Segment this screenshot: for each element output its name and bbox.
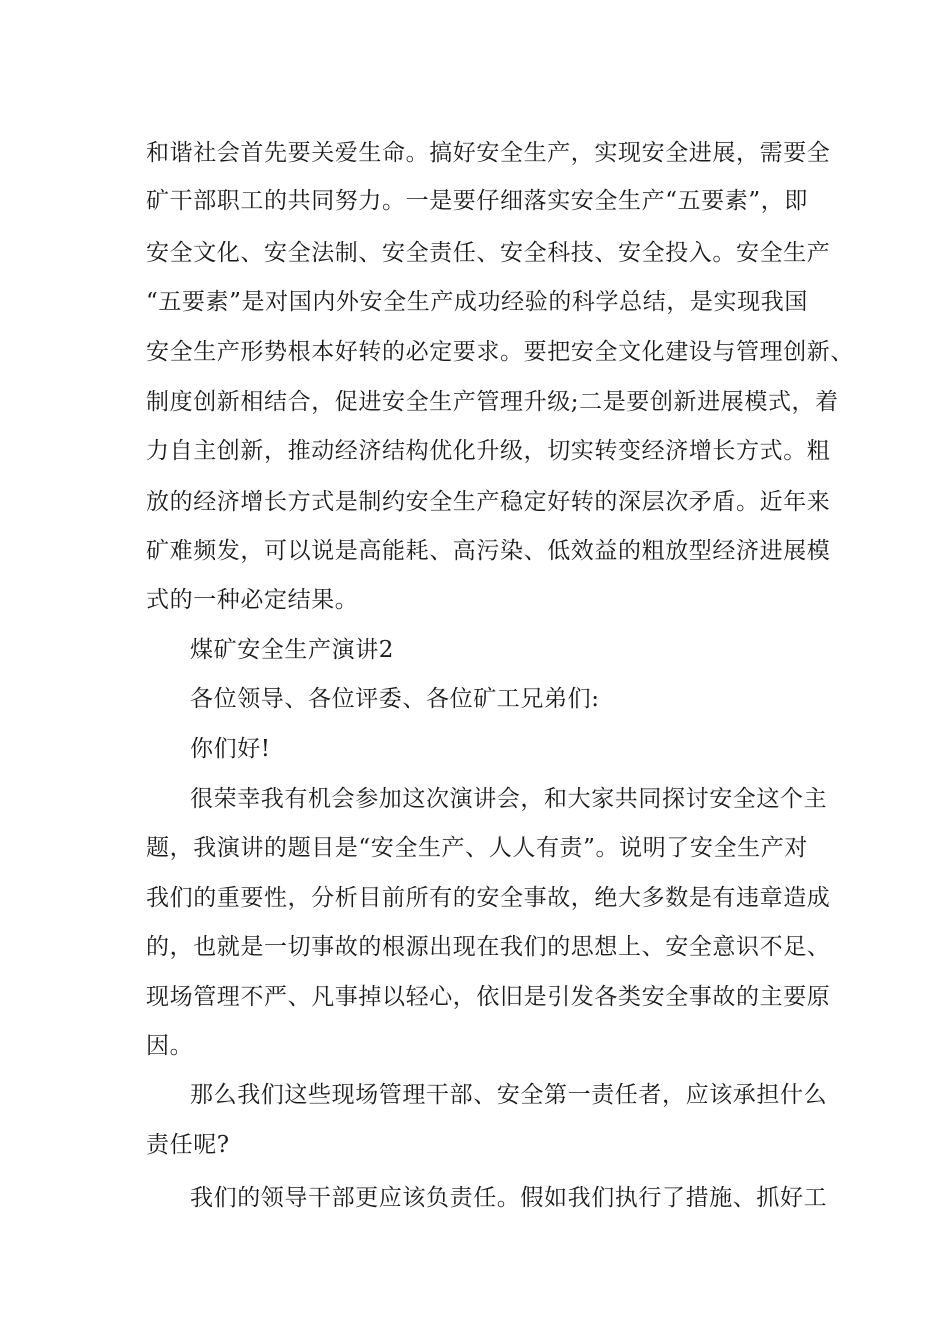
paragraph-1-line-10: 式的一种必定结果。 (146, 587, 359, 613)
paragraph-1-line-6: 制度创新相结合，促进安全生产管理升级;二是要创新进展模式，着 (146, 389, 839, 415)
salutation: 各位领导、各位评委、各位矿工兄弟们: (190, 686, 600, 712)
paragraph-1-line-3: 安全文化、安全法制、安全责任、安全科技、安全投入。安全生产 (146, 240, 831, 266)
paragraph-2-line-3: 我们的重要性，分析目前所有的安全事故，绝大多数是有违章造成 (146, 885, 831, 911)
paragraph-1-line-7: 力自主创新，推动经济结构优化升级，切实转变经济增长方式。粗 (146, 438, 831, 464)
paragraph-2-line-5: 现场管理不严、凡事掉以轻心，依旧是引发各类安全事故的主要原 (146, 984, 831, 1010)
paragraph-2-line-1: 很荣幸我有机会参加这次演讲会，和大家共同探讨安全这个主 (190, 786, 828, 812)
paragraph-1-line-5: 安全生产形势根本好转的必定要求。要把安全文化建设与管理创新、 (146, 339, 854, 365)
paragraph-4-line-1: 我们的领导干部更应该负责任。假如我们执行了措施、抓好工 (190, 1185, 828, 1211)
paragraph-1-line-4: “五要素”是对国内外安全生产成功经验的科学总结，是实现我国 (146, 289, 808, 315)
section-title: 煤矿安全生产演讲2 (190, 637, 395, 663)
paragraph-3-line-2: 责任呢? (146, 1132, 230, 1158)
paragraph-2-line-6: 因。 (146, 1033, 194, 1059)
paragraph-1-line-2: 矿干部职工的共同努力。一是要仔细落实安全生产“五要素”，即 (146, 188, 808, 214)
paragraph-1-line-1: 和谐社会首先要关爱生命。搞好安全生产，实现安全进展，需要全 (146, 140, 831, 166)
paragraph-1-line-8: 放的经济增长方式是制约安全生产稳定好转的深层次矛盾。近年来 (146, 489, 831, 515)
paragraph-1-line-9: 矿难频发，可以说是高能耗、高污染、低效益的粗放型经济进展模 (146, 538, 831, 564)
paragraph-3-line-1: 那么我们这些现场管理干部、安全第一责任者，应该承担什么 (190, 1082, 828, 1108)
greeting: 你们好! (190, 736, 271, 762)
paragraph-2-line-4: 的，也就是一切事故的根源出现在我们的思想上、安全意识不足、 (146, 934, 831, 960)
paragraph-2-line-2: 题，我演讲的题目是“安全生产、人人有责”。说明了安全生产对 (146, 835, 808, 861)
